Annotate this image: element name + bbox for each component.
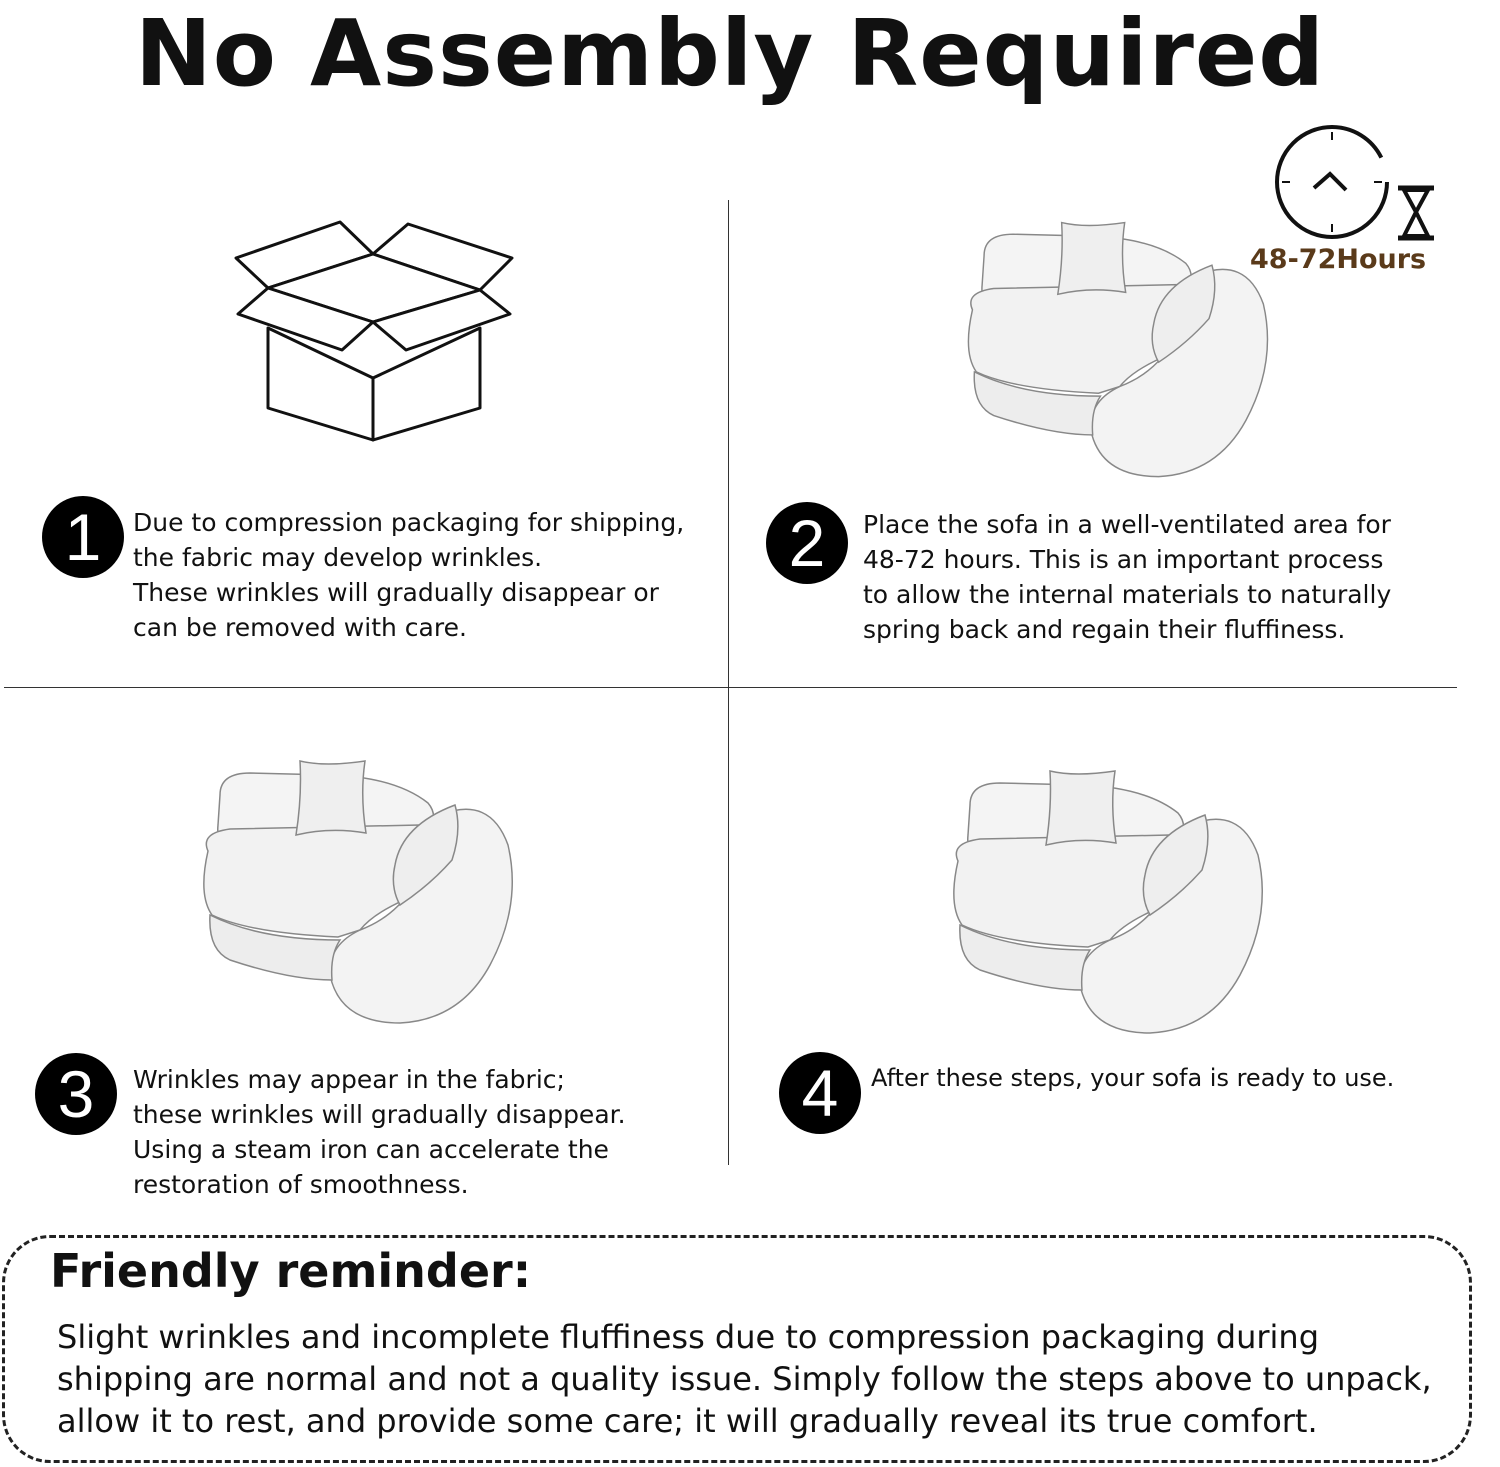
reminder-title: Friendly reminder: bbox=[50, 1244, 532, 1298]
step-2-text: Place the sofa in a well-ventilated area for 48-72 hours. This is an important process to allow the internal materials to naturally spring back and regain their fluffiness. bbox=[863, 510, 1392, 644]
step-3-text: Wrinkles may appear in the fabric; these wrinkles will gradually disappear. Using a steam iron can accelerate the restoration of smoothness. bbox=[133, 1065, 626, 1199]
step-2-badge: 2 bbox=[766, 502, 848, 584]
horizontal-divider bbox=[4, 687, 1457, 688]
reminder-text: Slight wrinkles and incomplete fluffiness due to compression packaging during shipping are normal and not a quality issue. Simply follow the steps above to unpack, allow it to rest, and provide some care; it will gradually reveal its true comfort. bbox=[57, 1318, 1432, 1440]
timer-label: 48-72Hours bbox=[1250, 244, 1427, 275]
sofa-wrinkled-image bbox=[185, 755, 525, 1035]
step-1-badge: 1 bbox=[42, 496, 124, 578]
step-4-text: After these steps, your sofa is ready to use. bbox=[871, 1064, 1395, 1092]
step-1-text: Due to compression packaging for shipping, the fabric may develop wrinkles. These wrinkles will gradually disappear or can be removed with care. bbox=[133, 508, 685, 642]
hourglass-icon bbox=[1398, 188, 1434, 238]
step-4-badge: 4 bbox=[779, 1052, 861, 1134]
page-title: No Assembly Required bbox=[134, 0, 1326, 107]
sofa-ready-image bbox=[935, 765, 1275, 1045]
vertical-divider bbox=[728, 200, 729, 1165]
open-box-icon bbox=[230, 218, 520, 448]
clock-icon bbox=[1270, 122, 1440, 247]
sofa-compressed-image bbox=[955, 215, 1275, 490]
step-3-badge: 3 bbox=[35, 1053, 117, 1135]
